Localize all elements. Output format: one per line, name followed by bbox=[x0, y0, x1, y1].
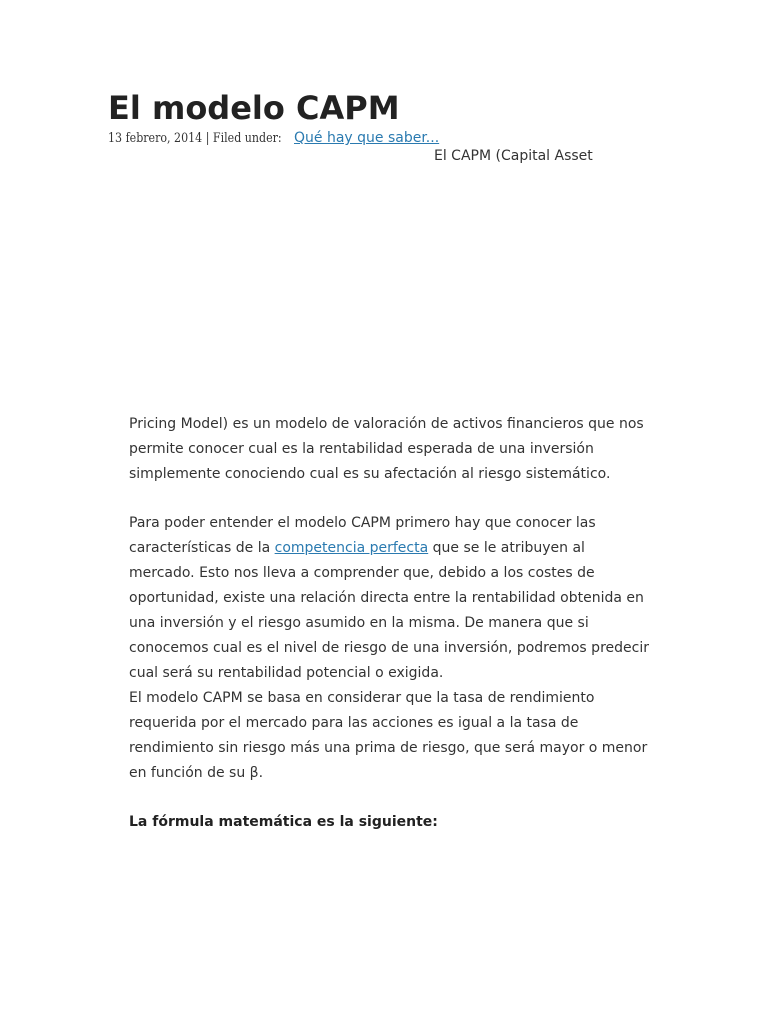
article-body bbox=[129, 412, 649, 835]
paragraph-1: Pricing Model) es un modelo de valoración de activos financieros que nos permite conocer cual es la rentabilidad esperada de una inversión simplemente conociendo cual es su afectación al riesgo sistemático. bbox=[129, 416, 644, 482]
competencia-perfecta-link[interactable]: competencia perfecta bbox=[274, 540, 429, 556]
paragraph-2-start: Para poder entender el modelo CAPM primero hay que conocer las características de la bbox=[129, 515, 596, 556]
paragraph-3: El modelo CAPM se basa en considerar que la tasa de rendimiento requerida por el mercado para las acciones es igual a la tasa de rendimiento sin riesgo más una prima de riesgo, que será mayor o menor en función de su β. bbox=[129, 690, 648, 781]
paragraph-2-end: que se le atribuyen al mercado. Esto nos lleva a comprender que, debido a los costes de oportunidad, existe una relación directa entre la rentabilidad obtenida en una inversión y el riesgo asumido en la misma. De manera que si conocemos cual es el nivel de riesgo de una inversión, podremos predecir cual será su rentabilidad potencial o exigida. bbox=[129, 540, 649, 681]
category-link[interactable]: Qué hay que saber... bbox=[294, 130, 440, 146]
article-meta bbox=[108, 128, 440, 149]
post-date-and-filed: 13 febrero, 2014 | Filed under: bbox=[108, 131, 282, 146]
paragraph-2 bbox=[129, 511, 649, 686]
paragraph-spacer bbox=[129, 487, 649, 511]
intro-fragment: El CAPM (Capital Asset bbox=[434, 148, 593, 164]
article-title: El modelo CAPM bbox=[108, 89, 400, 127]
formula-heading: La fórmula matemática es la siguiente: bbox=[129, 814, 438, 830]
